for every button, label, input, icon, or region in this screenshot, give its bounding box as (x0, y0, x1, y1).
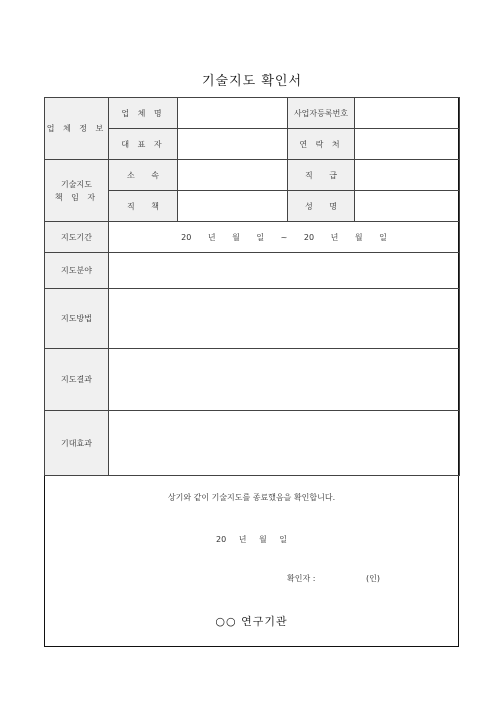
officer-label-line2: 책 임 자 (54, 192, 99, 202)
period-field[interactable]: 20 년 월 일 ~ 20 년 월 일 (109, 222, 460, 253)
confirmation-statement: 상기와 같이 기술지도를 종료했음을 확인합니다. (167, 493, 336, 502)
document-title: 기술지도 확인서 (201, 74, 303, 89)
result-field[interactable] (109, 349, 460, 411)
method-row (45, 289, 460, 349)
field-row (45, 253, 460, 289)
officer-label-line1: 기술지도 (61, 179, 92, 189)
officer-section-label (45, 160, 109, 222)
period-row (45, 222, 460, 253)
business-reg-no-label: 사업자등록번호 (288, 98, 355, 129)
position-field[interactable] (178, 191, 288, 222)
affiliation-label: 소 속 (109, 160, 178, 191)
confirmation-date[interactable]: 20 년 월 일 (216, 535, 287, 544)
expected-effect-row (45, 411, 460, 476)
name-field[interactable] (355, 191, 460, 222)
representative-field[interactable] (178, 129, 288, 160)
representative-label: 대 표 자 (109, 129, 178, 160)
business-reg-no-field[interactable] (355, 98, 460, 129)
confirmation-footer (44, 475, 459, 647)
institution-name: ○○ 연구기관 (215, 615, 288, 628)
field-field[interactable] (109, 253, 460, 289)
affiliation-field[interactable] (178, 160, 288, 191)
expected-effect-field[interactable] (109, 411, 460, 476)
method-field[interactable] (109, 289, 460, 349)
officer-row-1 (45, 160, 460, 191)
rank-label: 직 급 (288, 160, 355, 191)
confirmer-label: 확인자 : (287, 574, 316, 583)
company-row-1 (45, 98, 460, 129)
rank-field[interactable] (355, 160, 460, 191)
contact-label: 연 락 처 (288, 129, 355, 160)
confirmation-form-table (44, 97, 460, 476)
result-label: 지도결과 (45, 349, 109, 411)
company-name-label: 업 체 명 (109, 98, 178, 129)
expected-effect-label: 기대효과 (45, 411, 109, 476)
field-label: 지도분야 (45, 253, 109, 289)
contact-field[interactable] (355, 129, 460, 160)
company-section-label: 업 체 정 보 (45, 98, 109, 160)
position-label: 직 책 (109, 191, 178, 222)
period-label: 지도기간 (45, 222, 109, 253)
company-name-field[interactable] (178, 98, 288, 129)
name-label: 성 명 (288, 191, 355, 222)
seal-mark[interactable]: (인) (366, 574, 380, 583)
result-row (45, 349, 460, 411)
method-label: 지도방법 (45, 289, 109, 349)
